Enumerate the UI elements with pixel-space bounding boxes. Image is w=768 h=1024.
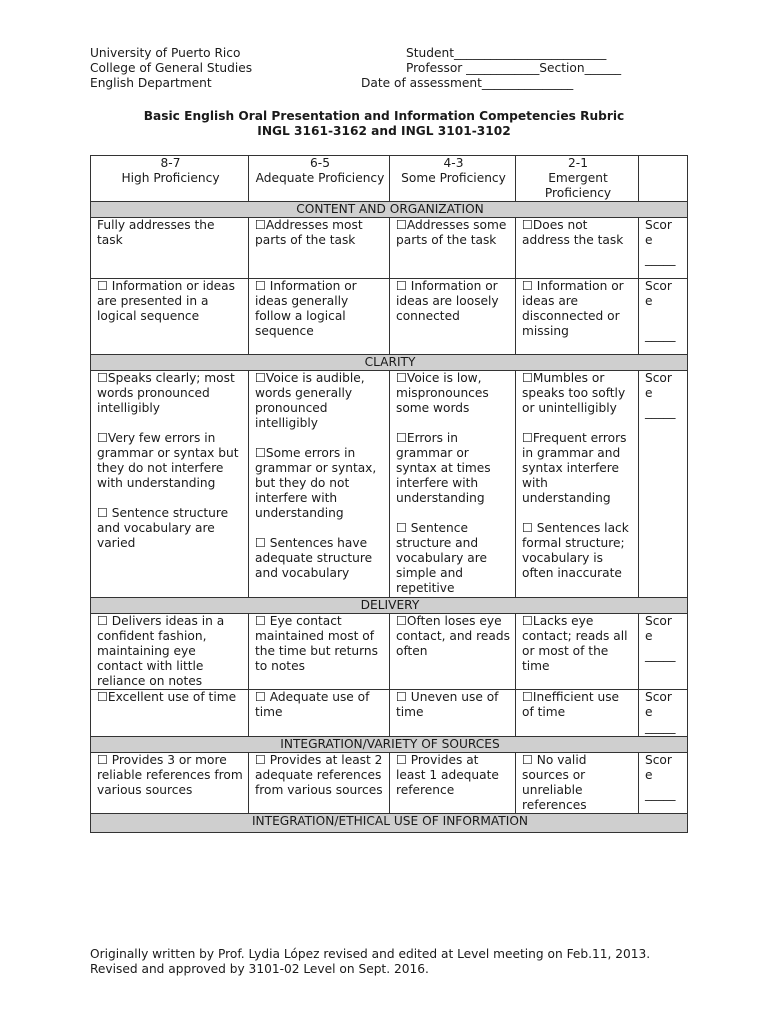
table-row <box>91 753 688 814</box>
criterion-item[interactable]: ☐Very few errors in grammar or syntax but they do not interfere with understanding <box>97 431 239 490</box>
criterion-cell[interactable]: ☐Inefficient use of time <box>516 690 639 737</box>
criterion-cell[interactable]: ☐ Provides at least 1 adequate reference <box>390 753 516 814</box>
score-cell[interactable]: Scor e _____ <box>639 690 688 737</box>
rubric-course-codes: INGL 3161-3162 and INGL 3101-3102 <box>257 124 511 138</box>
criterion-cell[interactable]: ☐ No valid sources or unreliable references <box>516 753 639 814</box>
criterion-item[interactable]: ☐Frequent errors in grammar and syntax interfere with understanding <box>522 431 627 505</box>
criterion-item[interactable]: ☐Some errors in grammar or syntax, but they do not interfere with understanding <box>255 446 377 520</box>
criterion-item[interactable]: ☐ Sentences have adequate structure and vocabulary <box>255 536 373 580</box>
criterion-cell[interactable]: ☐ Delivers ideas in a confident fashion, maintaining eye contact with little reliance on notes <box>91 614 249 690</box>
document-footer <box>90 947 650 977</box>
institution-block <box>90 46 252 91</box>
criterion-cell[interactable]: ☐Addresses some parts of the task <box>390 218 516 279</box>
rubric-table <box>90 155 688 833</box>
table-row <box>91 690 688 737</box>
criterion-cell[interactable]: ☐Lacks eye contact; reads all or most of the time <box>516 614 639 690</box>
criterion-cell[interactable]: ☐Does not address the task <box>516 218 639 279</box>
score-cell[interactable]: Scor e _____ <box>639 218 688 279</box>
criterion-cell <box>390 371 516 598</box>
criterion-cell[interactable]: ☐Often loses eye contact, and reads often <box>390 614 516 690</box>
college-name: College of General Studies <box>90 61 253 75</box>
column-header-score <box>639 156 688 202</box>
column-header-high: 8-7 High Proficiency <box>91 156 249 202</box>
criterion-cell[interactable]: ☐ Information or ideas are disconnected or missing <box>516 279 639 355</box>
criterion-item[interactable]: ☐Errors in grammar or syntax at times interfere with understanding <box>396 431 491 505</box>
footer-approval: Revised and approved by 3101-02 Level on Sept. 2016. <box>90 962 429 976</box>
criterion-cell: Fully addresses the task <box>91 218 249 279</box>
section-header-sources: INTEGRATION/VARIETY OF SOURCES <box>91 737 688 753</box>
score-cell[interactable]: Scor e _____ <box>639 279 688 355</box>
section-header-ethical: INTEGRATION/ETHICAL USE OF INFORMATION <box>91 814 688 833</box>
professor-section-field[interactable]: Professor ____________Section______ <box>406 61 622 75</box>
score-cell[interactable]: Scor e _____ <box>639 371 688 598</box>
criterion-cell <box>516 371 639 598</box>
criterion-item[interactable]: ☐ Sentence structure and vocabulary are simple and repetitive <box>396 521 487 595</box>
student-field[interactable]: Student_________________________ <box>406 46 607 60</box>
criterion-item[interactable]: ☐Mumbles or speaks too softly or unintelligibly <box>522 371 626 415</box>
criterion-item[interactable]: ☐Voice is audible, words generally pronounced intelligibly <box>255 371 365 430</box>
criterion-cell[interactable]: ☐ Information or ideas are loosely connected <box>390 279 516 355</box>
table-row <box>91 371 688 598</box>
criterion-cell[interactable]: ☐ Adequate use of time <box>249 690 390 737</box>
assessment-date-field[interactable]: Date of assessment_______________ <box>361 76 574 90</box>
rubric-title <box>0 109 768 139</box>
student-info-block <box>361 46 651 91</box>
table-row <box>91 218 688 279</box>
criterion-cell[interactable]: ☐ Eye contact maintained most of the time but returns to notes <box>249 614 390 690</box>
criterion-cell[interactable]: ☐ Uneven use of time <box>390 690 516 737</box>
score-cell[interactable]: Scor e _____ <box>639 753 688 814</box>
section-header-content: CONTENT AND ORGANIZATION <box>91 202 688 218</box>
table-row <box>91 614 688 690</box>
criterion-item[interactable]: ☐ Sentences lack formal structure; vocabulary is often inaccurate <box>522 521 629 580</box>
footer-authorship: Originally written by Prof. Lydia López revised and edited at Level meeting on Feb.11, 2013. <box>90 947 651 961</box>
score-cell[interactable]: Scor e _____ <box>639 614 688 690</box>
table-row <box>91 279 688 355</box>
criterion-item[interactable]: ☐Speaks clearly; most words pronounced intelligibly <box>97 371 235 415</box>
university-name: University of Puerto Rico <box>90 46 241 60</box>
column-header-emergent: 2-1 Emergent Proficiency <box>516 156 639 202</box>
criterion-item[interactable]: ☐ Sentence structure and vocabulary are varied <box>97 506 229 550</box>
column-header-some: 4-3 Some Proficiency <box>390 156 516 202</box>
criterion-cell[interactable]: ☐Addresses most parts of the task <box>249 218 390 279</box>
criterion-cell[interactable]: ☐ Provides at least 2 adequate references from various sources <box>249 753 390 814</box>
column-header-adequate: 6-5 Adequate Proficiency <box>249 156 390 202</box>
criterion-cell <box>249 371 390 598</box>
criterion-item[interactable]: ☐Voice is low, mispronounces some words <box>396 371 489 415</box>
section-header-delivery: DELIVERY <box>91 598 688 614</box>
department-name: English Department <box>90 76 212 90</box>
criterion-cell[interactable]: ☐ Information or ideas generally follow a logical sequence <box>249 279 390 355</box>
criterion-cell[interactable]: ☐ Information or ideas are presented in a logical sequence <box>91 279 249 355</box>
criterion-cell[interactable]: ☐ Provides 3 or more reliable references from various sources <box>91 753 249 814</box>
column-header-row <box>91 156 688 202</box>
rubric-title-line: Basic English Oral Presentation and Information Competencies Rubric <box>143 109 625 123</box>
criterion-cell[interactable]: ☐Excellent use of time <box>91 690 249 737</box>
criterion-cell <box>91 371 249 598</box>
section-header-clarity: CLARITY <box>91 355 688 371</box>
